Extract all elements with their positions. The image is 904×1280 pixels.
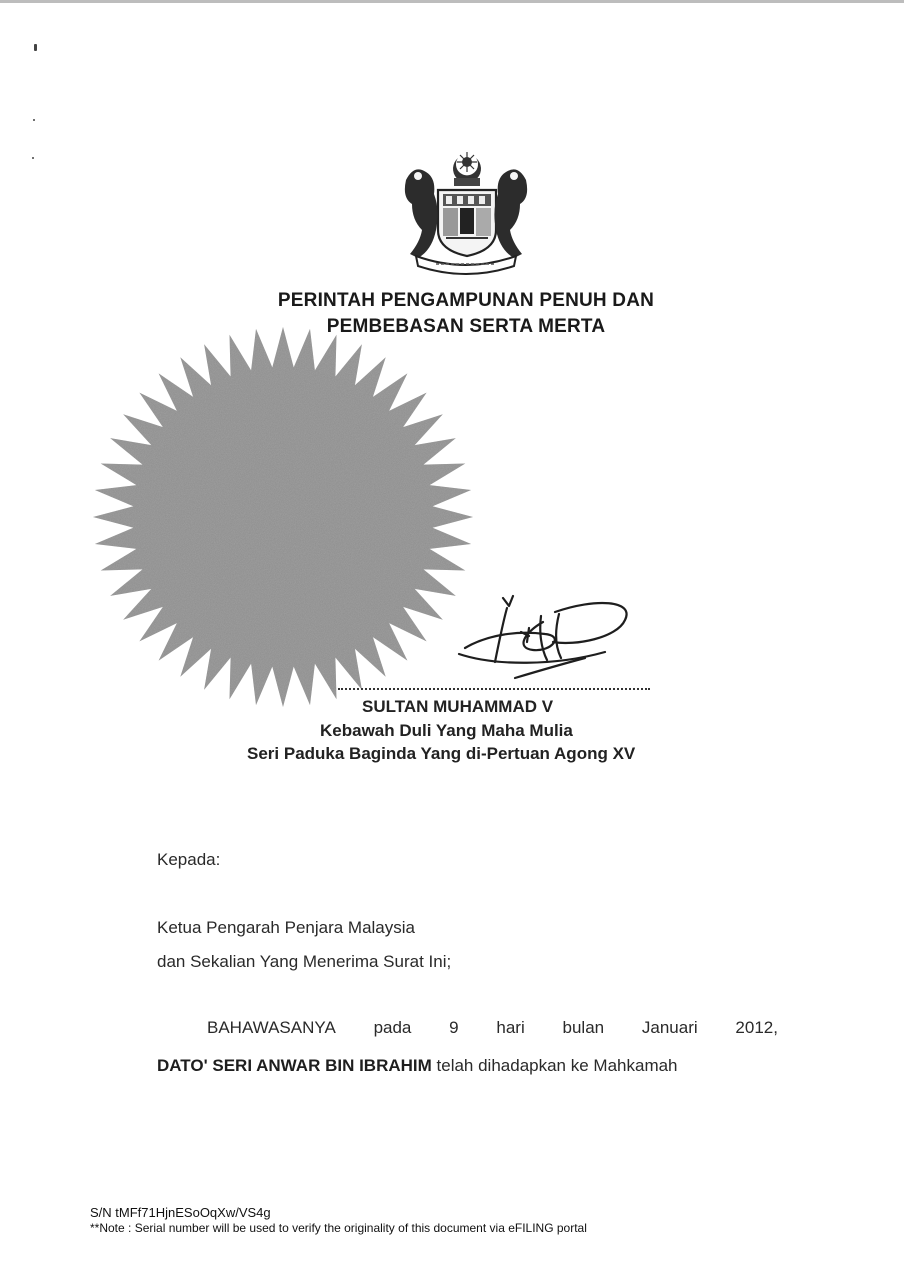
addressee-line1: Ketua Pengarah Penjara Malaysia [157, 918, 415, 937]
signature-line [338, 688, 650, 690]
paragraph-word: Januari [641, 1018, 698, 1037]
signatory-name: SULTAN MUHAMMAD V [362, 697, 554, 716]
paragraph-line2-rest: telah dihadapkan ke Mahkamah [436, 1056, 678, 1075]
starburst-seal-icon [88, 322, 478, 712]
addressee-line2: dan Sekalian Yang Menerima Surat Ini; [157, 952, 452, 971]
paragraph-word: BAHAWASANYA [207, 1018, 336, 1037]
signatory-role: Seri Paduka Baginda Yang di-Pertuan Agong XV [247, 744, 636, 763]
handwritten-signature [455, 592, 640, 687]
paragraph-line2 [157, 1056, 678, 1076]
salutation: Kepada: [157, 850, 221, 869]
document-title-line2: PEMBEBASAN SERTA MERTA [326, 316, 606, 337]
paragraph-name-bold: DATO' SERI ANWAR BIN IBRAHIM [157, 1056, 432, 1075]
scan-speck [34, 44, 37, 51]
serial-number: S/N tMFf71HjnESoOqXw/VS4g [90, 1205, 271, 1220]
serial-note: **Note : Serial number will be used to verify the originality of this document via eFILING portal [90, 1221, 587, 1235]
scan-speck [33, 119, 35, 121]
paragraph-word: 2012, [735, 1018, 778, 1037]
paragraph-word: pada [373, 1018, 412, 1037]
scan-speck [32, 157, 34, 159]
paragraph-word: hari [496, 1018, 525, 1037]
paragraph-line1 [207, 1018, 778, 1038]
document-title-line1: PERINTAH PENGAMPUNAN PENUH DAN [277, 290, 655, 311]
signatory-honorific: Kebawah Duli Yang Maha Mulia [320, 721, 573, 740]
seal-shape [93, 327, 473, 707]
malaysia-coat-of-arms-icon [396, 150, 536, 275]
paragraph-word: 9 [449, 1018, 459, 1037]
paragraph-word: bulan [562, 1018, 605, 1037]
